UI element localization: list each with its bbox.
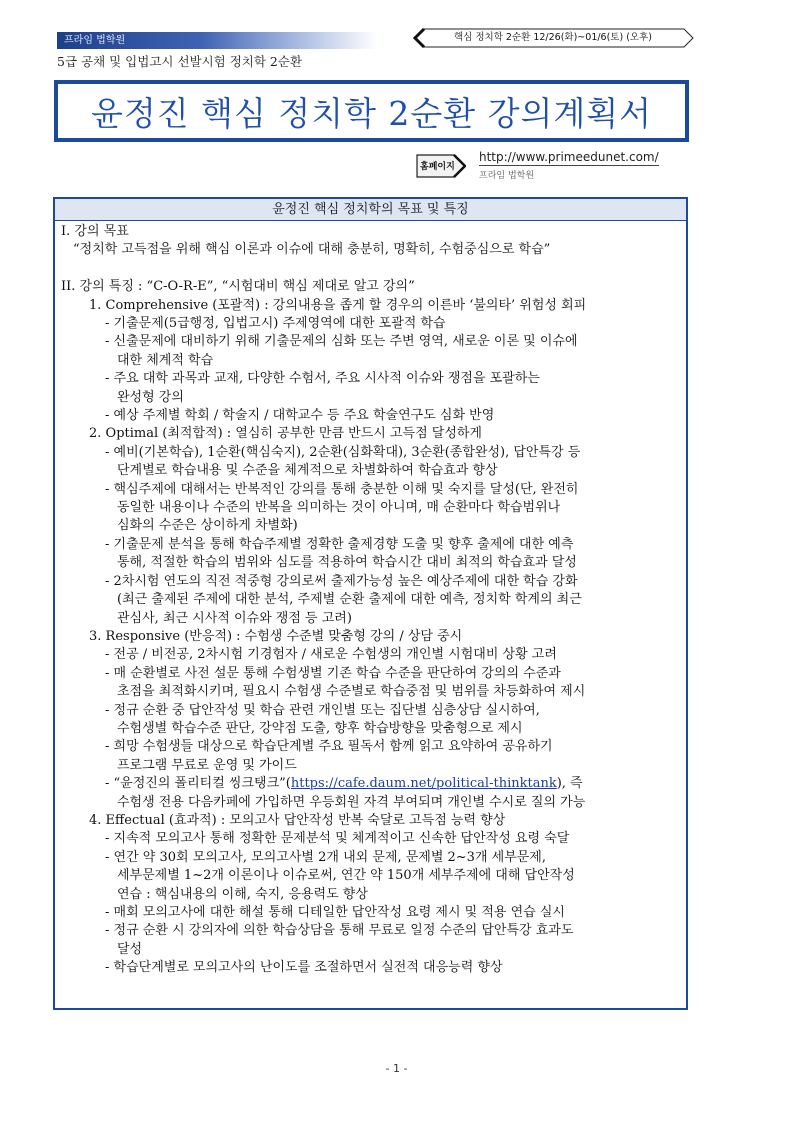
feature-heading-optimal: 2. Optimal (최적합적) : 열심히 공부한 만큼 반드시 고득점 달성하게 [89,426,482,442]
feature-heading-responsive: 3. Responsive (반응적) : 수험생 수준별 맞춤형 강의 / 상담 중시 [89,628,463,644]
section-heading-goals: I. 강의 목표 [61,224,129,239]
feature-heading-comprehensive: 1. Comprehensive (포괄적) : 강의내용을 좁게 할 경우의 이른바 ‘불의타’ 위험성 회피 [89,297,587,313]
course-subtitle: 5급 공채 및 입법고시 선발시험 정치학 2순환 [57,54,303,69]
list-item-continued: 초점을 최적화시키며, 필요시 수험생 수준별로 학습중점 및 범위를 차등화하여 제시 [117,684,586,700]
list-item: - 매 순환별로 사전 설문 통해 수험생별 기존 학습 수준을 판단하여 강의의 수준과 [105,665,561,681]
page-title: 윤정진 핵심 정치학 2순환 강의계획서 [90,93,653,133]
list-item-cafe [61,775,686,793]
list-item: - 예비(기본학습), 1순환(핵심숙지), 2순환(심화확대), 3순환(종합완성), 답안특강 등 [105,444,581,460]
section-heading-features: II. 강의 특징 : “C-O-R-E”, “시험대비 핵심 제대로 알고 강의” [61,279,415,295]
list-item-continued: 동일한 내용이나 수준의 반복을 의미하는 것이 아니며, 매 순환마다 학습범위나 [117,500,561,516]
frame-heading: 윤정진 핵심 정치학의 목표 및 특징 [55,199,686,221]
schedule-text: 핵심 정치학 2순환 12/26(화)~01/6(토) (오후) [454,32,652,43]
feature-heading-effectual: 4. Effectual (효과적) : 모의고사 답안작성 반복 숙달로 고득점 능력 향상 [89,812,506,828]
list-item: - 핵심주제에 대해서는 반복적인 강의를 통해 충분한 이해 및 숙지를 달성(단, 완전히 [105,481,579,497]
list-item-continued: 심화의 수준은 상이하게 차별화) [117,518,298,534]
list-item: - 2차시험 연도의 직전 적중형 강의로써 출제가능성 높은 예상주제에 대한 학습 강화 [105,573,578,589]
list-item-continued: 세부문제별 1~2개 이론이나 이슈로써, 연간 약 150개 세부주제에 대해 답안작성 [117,868,575,884]
list-item-continued: (최근 출제된 주제에 대한 분석, 주제별 순환 출제에 대한 예측, 정치학 학계의 최근 [117,592,582,608]
list-item: - 기출문제 분석을 통해 학습주제별 정확한 출제경향 도출 및 향후 출제에 대한 예측 [105,536,574,552]
list-item-continued: 관심사, 최근 시사적 이슈와 쟁점 등 고려) [117,610,352,626]
list-item: - 기출문제(5급행정, 입법고시) 주제영역에 대한 포괄적 학습 [105,316,446,332]
page-number: - 1 - [385,1062,408,1075]
list-item: - 신출문제에 대비하기 위해 기출문제의 심화 또는 주변 영역, 새로운 이론 및 이슈에 [105,334,578,350]
list-item-continued: 달성 [117,941,143,957]
goal-statement: “정치학 고득점을 위해 핵심 이론과 이슈에 대해 충분히, 명확히, 수험중심으로 학습” [73,242,551,258]
cafe-link[interactable]: https://cafe.daum.net/political-thinktank [290,776,557,792]
list-item: - 정규 순환 중 답안작성 및 학습 관련 개인별 또는 집단별 심층상담 실시하여, [105,702,540,718]
list-item: - 학습단계별로 모의고사의 난이도를 조절하면서 실전적 대응능력 향상 [105,960,503,976]
list-item-continued: 통해, 적절한 학습의 범위와 심도를 적용하여 학습시간 대비 최적의 학습효과 달성 [117,555,577,571]
cafe-text-after: ), 즉 [556,776,583,792]
list-item: - 희망 수험생들 대상으로 학습단계별 주요 필독서 함께 읽고 요약하여 공유하기 [105,739,553,755]
list-item: - 전공 / 비전공, 2차시험 기경험자 / 새로운 수험생의 개인별 시험대비 상황 고려 [105,647,557,663]
cafe-text-before: - “윤정진의 폴리티컬 씽크탱크”( [105,776,291,792]
list-item: - 연간 약 30회 모의고사, 모의고사별 2개 내외 문제, 문제별 2~3개 세부문제, [105,849,547,865]
homepage-name: 프라임 법학원 [479,171,535,181]
list-item-continued: 수험생별 학습수준 판단, 강약점 도출, 향후 학습방향을 맞춤형으로 제시 [117,720,523,736]
title-box [54,80,689,142]
spacer [61,260,686,278]
academy-brand-tab: 프라임 법학원 [57,32,377,49]
course-goals-frame [53,197,688,1010]
frame-body [55,221,686,978]
list-item: - 예상 주제별 학회 / 학술지 / 대학교수 등 주요 학술연구도 심화 반영 [105,408,495,424]
list-item-continued: 연습 : 핵심내용의 이해, 숙지, 응용력도 향상 [117,886,368,902]
homepage-badge-label: 홈페이지 [420,162,455,172]
list-item: - 주요 대학 과목과 교재, 다양한 수험서, 주요 시사적 이슈와 쟁점을 포괄하는 [105,371,540,387]
list-item-continued: 단계별로 학습내용 및 수준을 체계적으로 차별화하여 학습효과 향상 [117,463,498,479]
homepage-badge[interactable] [416,152,466,180]
list-item: - 지속적 모의고사 통해 정확한 문제분석 및 체계적이고 신속한 답안작성 요령 숙달 [105,831,570,847]
list-item-continued: 프로그램 무료로 운영 및 가이드 [117,757,297,773]
schedule-tab [412,28,694,48]
list-item-continued: 수험생 전용 다음카페에 가입하면 우등회원 자격 부여되며 개인별 수시로 질의 가능 [117,794,586,810]
list-item: - 정규 순환 시 강의자에 의한 학습상담을 통해 무료로 일정 수준의 답안특강 효과도 [105,923,574,939]
homepage-url-link[interactable]: http://www.primeedunet.com/ [479,150,659,164]
list-item: - 매회 모의고사에 대한 해설 통해 디테일한 답안작성 요령 제시 및 적용 연습 실시 [105,905,565,921]
list-item-continued: 완성형 강의 [117,389,184,405]
list-item-continued: 대한 체계적 학습 [117,352,214,368]
